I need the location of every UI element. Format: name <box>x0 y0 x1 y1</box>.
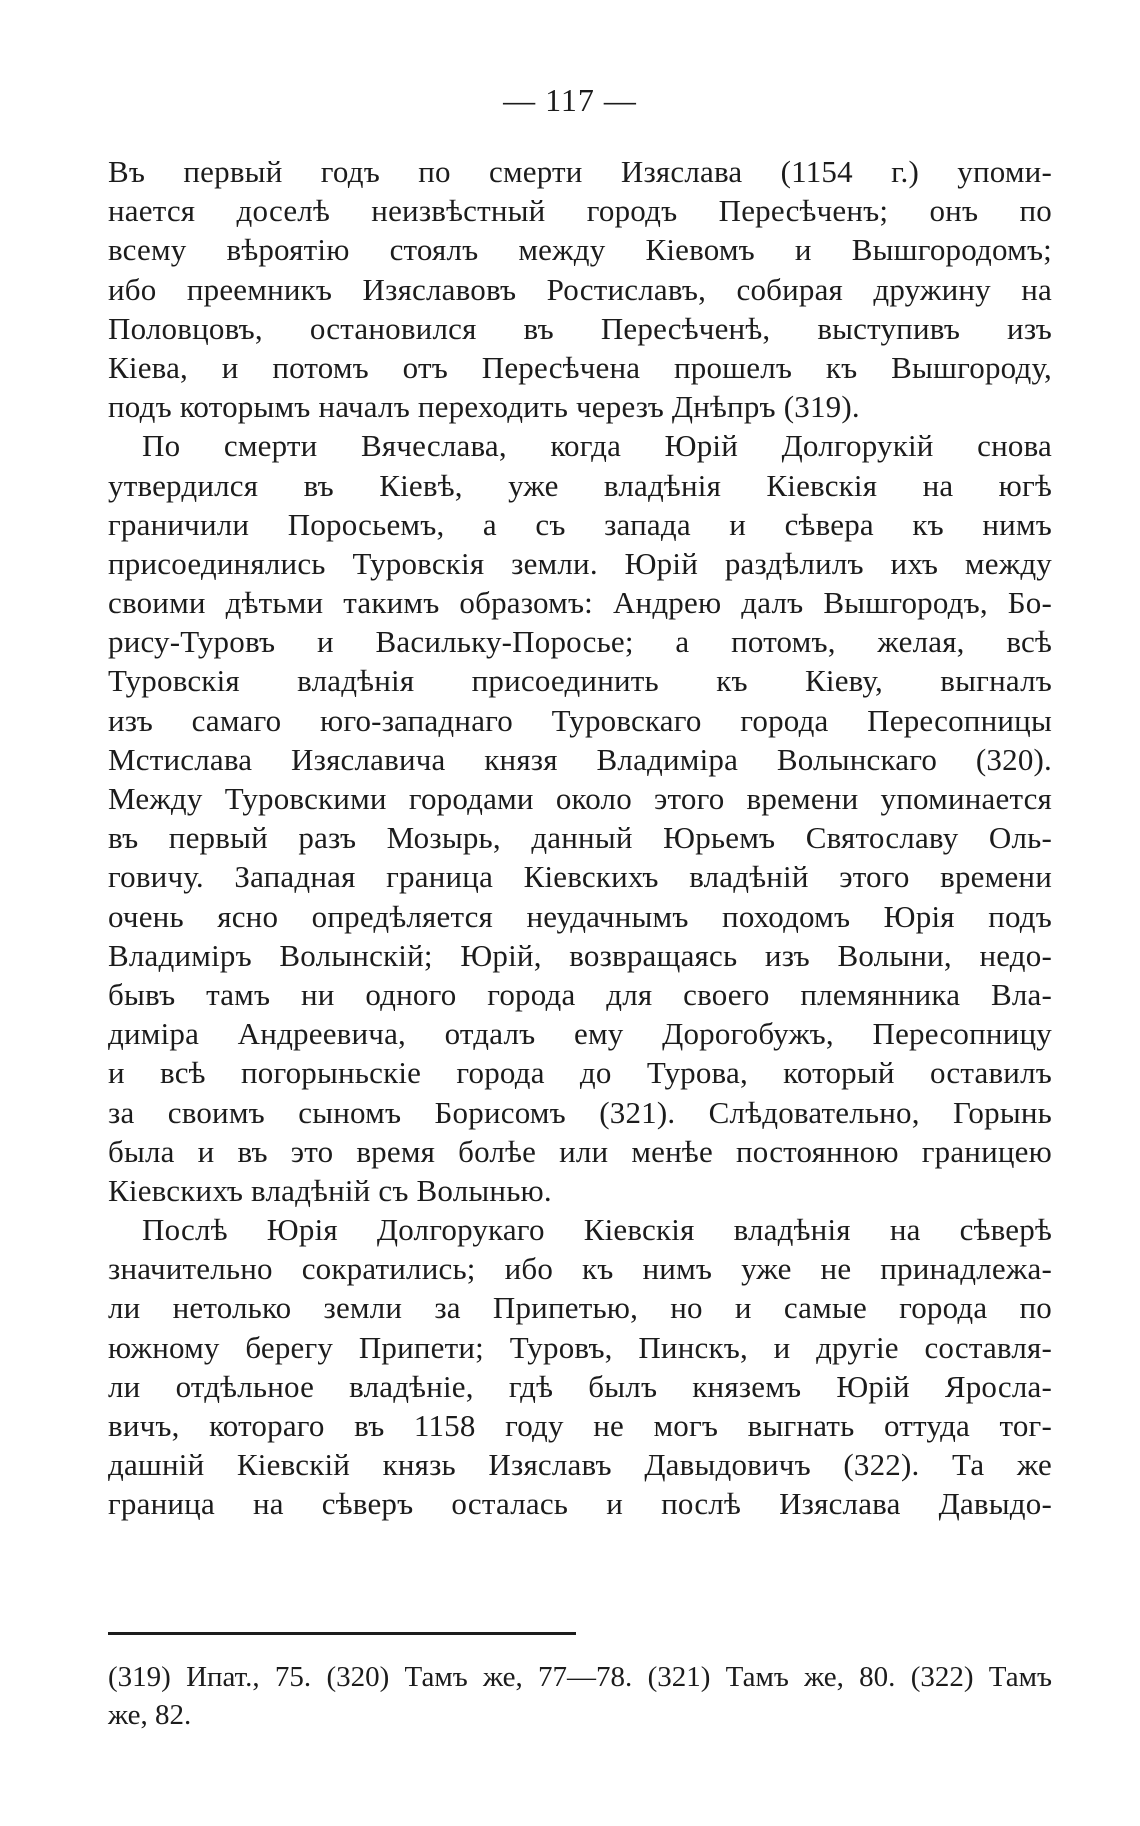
text-line: бывъ тамъ ни одного города для своего племянника Вла- <box>108 976 1052 1012</box>
text-line: Мстислава Изяславича князя Владиміра Волынскаго (320). <box>108 741 1052 777</box>
text-line: По смерти Вячеслава, когда Юрій Долгорукій снова <box>142 428 1052 464</box>
text-line: рису-Туровъ и Васильку-Поросье; а потомъ, желая, всѣ <box>108 624 1052 660</box>
body-text <box>108 152 1052 1524</box>
text-line: своими дѣтьми такимъ образомъ: Андрею далъ Вышгородъ, Бо- <box>108 585 1052 621</box>
text-line: значительно сократились; ибо къ нимъ уже не принадлежа- <box>108 1251 1052 1287</box>
text-line: дашній Кіевскій князь Изяславъ Давыдовичъ (322). Та же <box>108 1447 1052 1483</box>
text-line: ли отдѣльное владѣніе, гдѣ былъ княземъ Юрій Яросла- <box>108 1368 1052 1404</box>
text-line: изъ самаго юго-западнаго Туровскаго города Пересопницы <box>108 702 1052 738</box>
page-number: — 117 — <box>503 82 637 118</box>
text-line: Кіева, и потомъ отъ Пересѣчена прошелъ къ Вышгороду, <box>108 349 1052 385</box>
text-line: южному берегу Припети; Туровъ, Пинскъ, и другіе составля- <box>108 1329 1052 1365</box>
text-line: очень ясно опредѣляется неудачнымъ походомъ Юрія подъ <box>108 898 1052 934</box>
text-line: утвердился въ Кіевѣ, уже владѣнія Кіевскія на югѣ <box>108 467 1052 503</box>
text-line: и всѣ погорыньскіе города до Турова, который оставилъ <box>108 1055 1052 1091</box>
text-line: всему вѣроятію стоялъ между Кіевомъ и Вышгородомъ; <box>108 232 1052 268</box>
text-line: подъ которымъ началъ переходить черезъ Днѣпръ (319). <box>108 389 860 425</box>
text-line: была и въ это время болѣе или менѣе постоянною границею <box>108 1133 1052 1169</box>
text-line: граничили Поросьемъ, а съ запада и сѣвера къ нимъ <box>108 506 1052 542</box>
text-line: за своимъ сыномъ Борисомъ (321). Слѣдовательно, Горынь <box>108 1094 1052 1130</box>
text-line: нается доселѣ неизвѣстный городъ Пересѣченъ; онъ по <box>108 193 1052 229</box>
text-line: Кіевскихъ владѣній съ Волынью. <box>108 1172 552 1208</box>
text-line: говичу. Западная граница Кіевскихъ владѣній этого времени <box>108 859 1052 895</box>
text-line: Въ первый годъ по смерти Изяслава (1154 г.) упоми- <box>108 154 1052 189</box>
text-line: Туровскія владѣнія присоединить къ Кіеву, выгналъ <box>108 663 1052 699</box>
text-line: Между Туровскими городами около этого времени упоминается <box>108 781 1052 816</box>
footnote-rule <box>108 1632 576 1635</box>
text-line: Половцовъ, остановился въ Пересѣченѣ, выступивъ изъ <box>108 310 1052 346</box>
text-line: въ первый разъ Мозырь, данный Юрьемъ Святославу Оль- <box>108 820 1052 856</box>
text-line: граница на сѣверъ осталась и послѣ Изяслава Давыдо- <box>108 1486 1052 1522</box>
text-line: ли нетолько земли за Припетью, но и самые города по <box>108 1290 1052 1326</box>
text-line: присоединялись Туровскія земли. Юрій раздѣлилъ ихъ между <box>108 545 1052 581</box>
text-line: Послѣ Юрія Долгорукаго Кіевскія владѣнія на сѣверѣ <box>142 1212 1052 1248</box>
text-line: диміра Андреевича, отдалъ ему Дорогобужъ, Пересопницу <box>108 1016 1052 1052</box>
footnote-line: же, 82. <box>108 1699 192 1731</box>
text-line: ибо преемникъ Изяславовъ Ростиславъ, собирая дружину на <box>108 271 1052 307</box>
footnotes <box>108 1658 1052 1734</box>
text-line: вичъ, котораго въ 1158 году не могъ выгнать оттуда тог- <box>108 1408 1052 1443</box>
text-line: Владиміръ Волынскій; Юрій, возвращаясь изъ Волыни, недо- <box>108 937 1052 973</box>
footnote-line: (319) Ипат., 75. (320) Тамъ же, 77—78. (321) Тамъ же, 80. (322) Тамъ <box>108 1661 1052 1693</box>
